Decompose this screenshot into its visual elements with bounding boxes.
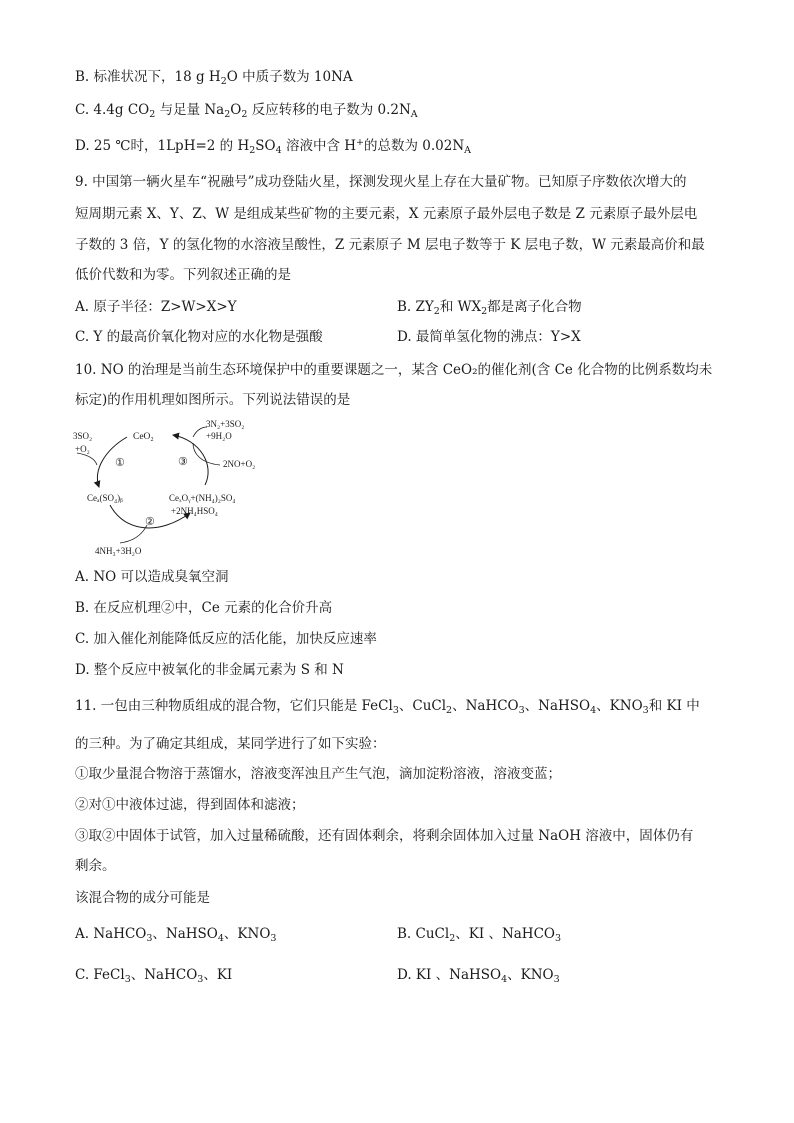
q11-experiment-3-cont: 剩余。	[75, 858, 116, 874]
label-step1: ①	[115, 457, 125, 469]
q11-experiment-2: ②对①中液体过滤，得到固体和滤液；	[75, 797, 305, 813]
q9-option-b: B. $ZY_2$和 $WX_2$都是离子化合物	[397, 299, 582, 317]
label-reactant1b: +O₂	[75, 444, 90, 454]
q10-option-a: A. NO 可以造成臭氧空洞	[75, 569, 229, 585]
label-mix-a: CeₓOᵧ+(NH₄)₂SO₄	[169, 493, 236, 503]
q9-stem-line: 子数的 3 倍，Y 的氢化物的水溶液呈酸性，Z 元素原子 M 层电子数等于 K 层电子数，W 元素最高价和最	[75, 237, 705, 253]
q10-option-c: C. 加入催化剂能降低反应的活化能，加快反应速率	[75, 631, 377, 647]
label-cea: Ceₐ(SO₄)ᵦ	[87, 493, 123, 503]
label-mix-b: +2NH₄HSO₄	[171, 506, 218, 516]
q11-option-a: A. NaHCO$_3$、NaHSO$_4$、$KNO_3$	[75, 926, 277, 944]
q11-option-d: D. KI 、NaHSO$_4$、$KNO_3$	[397, 967, 560, 985]
q11-experiment-1: ①取少量混合物溶于蒸馏水，溶液变浑浊且产生气泡，滴加淀粉溶液，溶液变蓝；	[75, 766, 561, 782]
q10-option-d: D. 整个反应中被氧化的非金属元素为 S 和 N	[75, 662, 344, 678]
label-product3b: +9H₂O	[206, 431, 232, 441]
label-step3: ③	[178, 456, 188, 468]
q11-question: 该混合物的成分可能是	[75, 890, 210, 906]
label-reactant3: 2NO+O₂	[223, 459, 256, 469]
q9-option-a: A. 原子半径：Z>W>X>Y	[75, 299, 237, 315]
q9-option-c: C. Y 的最高价氧化物对应的水化物是强酸	[75, 329, 323, 345]
input-arrow-1	[77, 453, 97, 465]
q11-option-b: B. CuCl$_2$、KI 、NaHCO$_3$	[397, 926, 562, 944]
q10-stem-line: 10. NO 的治理是当前生态环境保护中的重要课题之一，某含 CeO₂的催化剂(含 Ce 化合物的比例系数均未	[75, 362, 713, 378]
q11-experiment-3: ③取②中固体于试管，加入过量稀硫酸，还有固体剩余，将剩余固体加入过量 NaOH 溶液中，固体仍有	[75, 828, 694, 844]
q8-option-c: C. 4.4g $CO_2$ 与足量 $Na_2O_2$ 反应转移的电子数为 $0.2N_A$	[75, 102, 418, 120]
q10-stem-line: 标定)的作用机理如图所示。下列说法错误的是	[75, 392, 351, 408]
output-arrow-3	[193, 427, 207, 437]
q10-option-b: B. 在反应机理②中，Ce 元素的化合价升高	[75, 600, 333, 616]
q9-stem-line: 低价代数和为零。下列叙述正确的是	[75, 267, 291, 283]
input-arrow-3	[193, 443, 220, 465]
label-product3a: 3N₂+3SO₂	[206, 419, 245, 429]
q11-stem-line: 11. 一包由三种物质组成的混合物，它们只能是 FeCl$_3$、CuCl$_2$、NaHCO$_3$、NaHSO$_4$、$KNO_3$和 KI 中	[75, 698, 700, 716]
label-ceo2: CeO₂	[133, 432, 154, 442]
q11-stem-line: 的三种。为了确定其组成，某同学进行了如下实验：	[75, 736, 386, 752]
q9-stem-line: 短周期元素 X、Y、Z、W 是组成某些矿物的主要元素，X 元素原子最外层电子数是 Z 元素原子最外层电	[75, 206, 698, 222]
label-reactant1a: 3SO₂	[73, 431, 93, 441]
q9-stem-line: 9. 中国第一辆火星车“祝融号”成功登陆火星，探测发现火星上存在大量矿物。已知原子序数依次增大的	[75, 174, 687, 190]
q8-option-d: D. 25 ℃时，1LpH=2 的 $H_2SO_4$ 溶液中含 H+的总数为 $0.02N_A$	[75, 137, 472, 156]
label-step2: ②	[145, 516, 155, 528]
q11-option-c: C. FeCl$_3$、NaHCO$_3$、KI	[75, 967, 233, 985]
catalyst-mechanism-diagram	[65, 415, 275, 560]
label-reactant2: 4NH₃+3H₂O	[95, 546, 142, 556]
q8-option-b: B. 标准状况下，18 g $H_2O$ 中质子数为 10NA	[75, 69, 353, 87]
q9-option-d: D. 最简单氢化物的沸点：Y>X	[397, 329, 581, 345]
